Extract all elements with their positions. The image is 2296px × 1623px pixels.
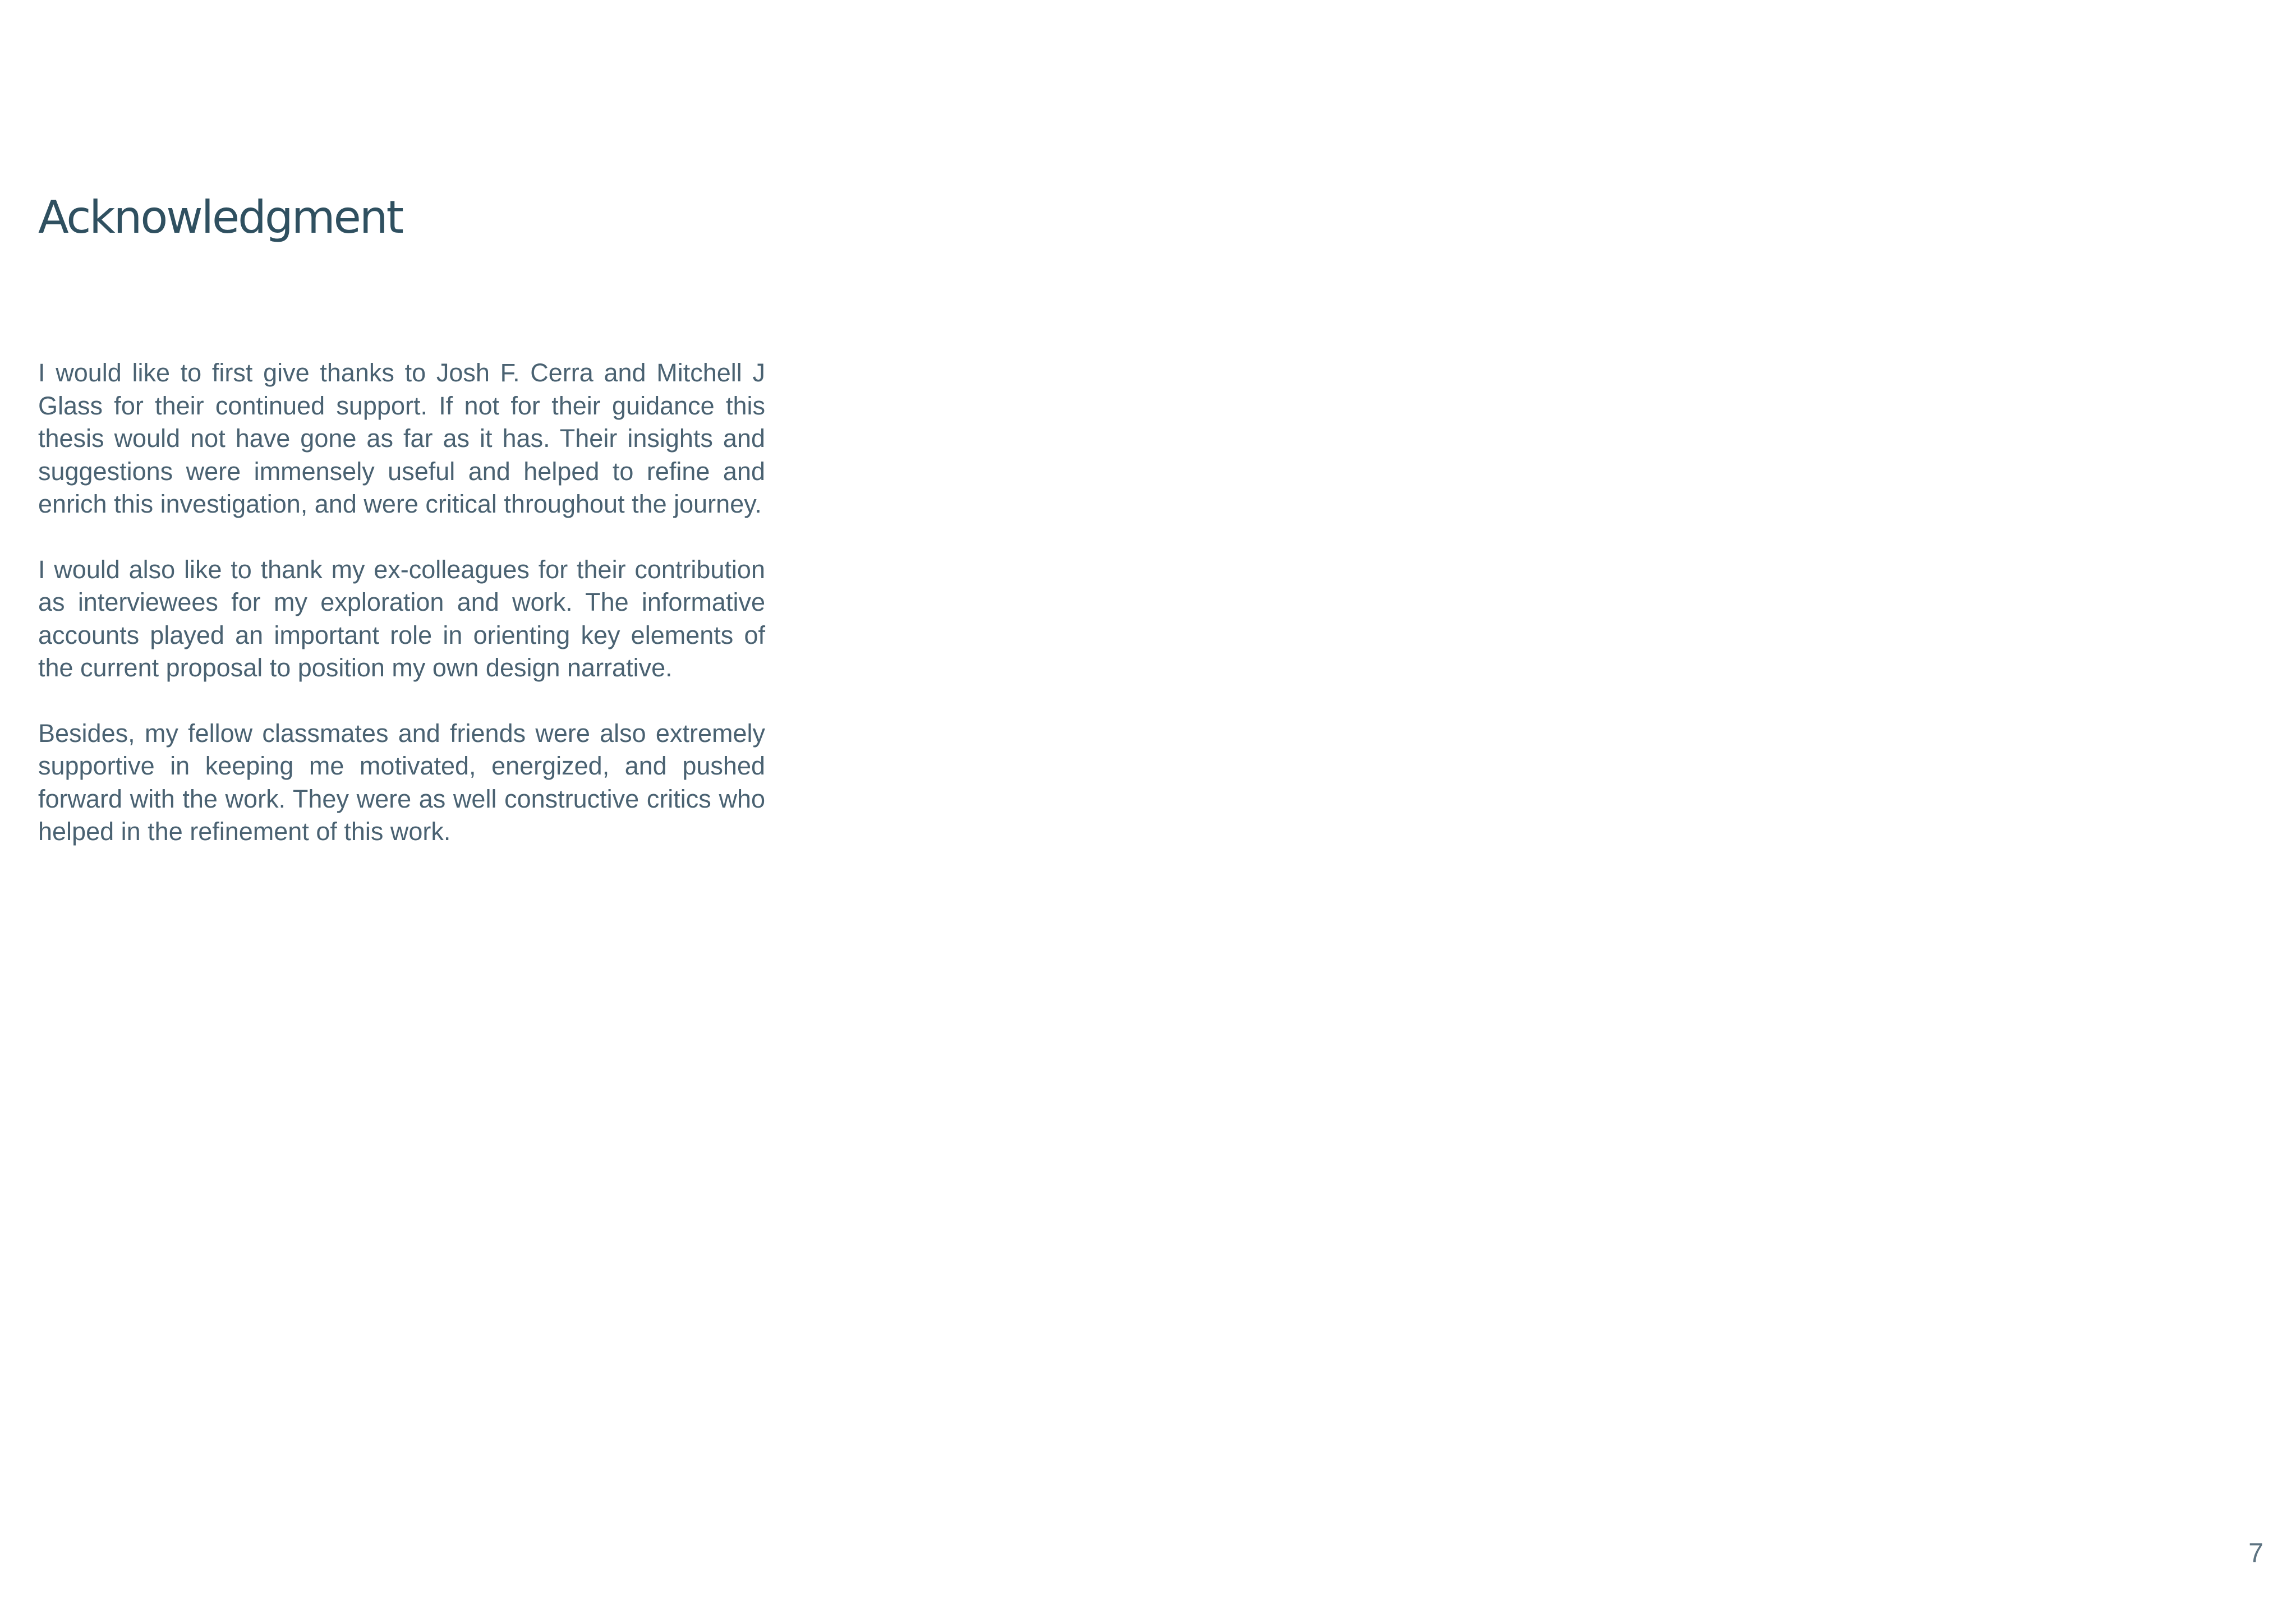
page-number: 7 xyxy=(2248,1538,2263,1568)
acknowledgment-body xyxy=(38,357,765,881)
paragraph-thanks-classmates: Besides, my fellow classmates and friends were also extremely supportive in keeping me motivated, energized, and pushed forward with the work. They were as well constructive critics who helped in the refinement of this work. xyxy=(38,718,765,846)
page-title: Acknowledgment xyxy=(38,191,402,243)
paragraph-thanks-advisors: I would like to first give thanks to Josh F. Cerra and Mitchell J Glass for their continued support. If not for their guidance this thesis would not have gone as far as it has. Their insights and suggestions were immensely useful and helped to refine and enrich this investigation, and were critical throughout the journey. xyxy=(38,358,765,518)
paragraph-thanks-colleagues: I would also like to thank my ex-colleagues for their contribution as interviewees for my exploration and work. The informative accounts played an important role in orienting key elements of the current proposal to position my own design narrative. xyxy=(38,555,765,682)
